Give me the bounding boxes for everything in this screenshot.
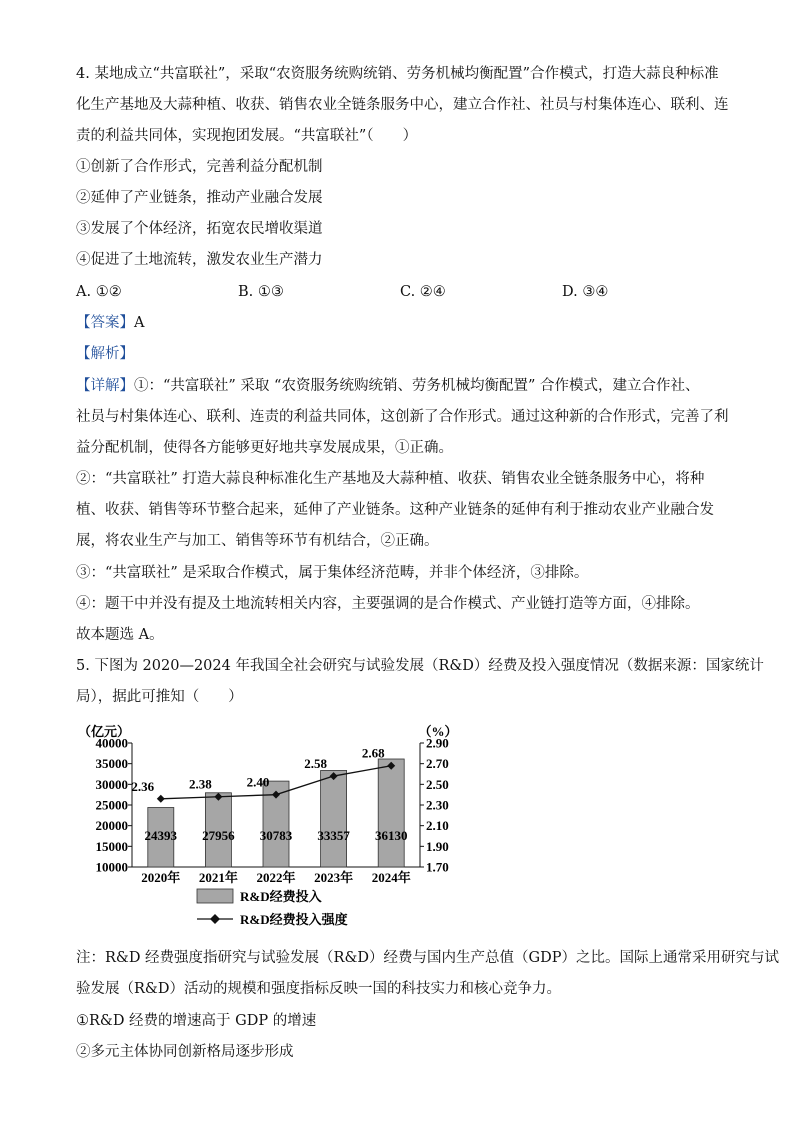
q4-answer xyxy=(76,313,144,333)
q4-explanation-line-6: 展，将农业生产与加工、销售等环节有机结合，②正确。 xyxy=(76,533,439,549)
left-tick-label: 25000 xyxy=(95,797,128,813)
answer-value: A xyxy=(134,315,145,331)
bar-series xyxy=(145,759,408,867)
legend-bar-label: R&D经费投入 xyxy=(240,889,322,904)
q5-statement-1: ①R&D 经费的增速高于 GDP 的增速 xyxy=(76,1013,317,1029)
q4-statement-3: ③发展了个体经济，拓宽农民增收渠道 xyxy=(76,221,323,237)
q4-explanation-line-3: 益分配机制，使得各方能够更好地共享发展成果，①正确。 xyxy=(76,440,453,456)
legend-bar-swatch xyxy=(197,889,233,903)
q4-explanation-line-2: 社员与村集体连心、联利、连责的利益共同体，这创新了合作形式。通过这种新的合作形式，完善了利 xyxy=(76,409,729,425)
q4-statement-1: ①创新了合作形式，完善利益分配机制 xyxy=(76,159,323,175)
explanation-text: ①：“共富联社” 采取 “农资服务统购统销、劳务机械均衡配置” 合作模式，建立合作社、 xyxy=(134,378,700,394)
x-axis-ticks xyxy=(141,870,410,885)
q4-option-c: C. ②④ xyxy=(400,284,446,300)
q4-explanation-line-5: 植、收获、销售等环节整合起来，延伸了产业链条。这种产业链条的延伸有利于推动农业产业融合发 xyxy=(76,502,714,518)
q4-stem-line-3: 责的利益共同体，实现抱团发展。“共富联社”（ ） xyxy=(76,128,418,144)
q5-stem-line-2: 局），据此可推知（ ） xyxy=(76,689,243,705)
left-tick-label: 15000 xyxy=(95,838,128,854)
right-tick-label: 2.10 xyxy=(426,818,449,834)
q4-explanation-line-7: ③：“共富联社” 是采取合作模式，属于集体经济范畴，并非个体经济，③排除。 xyxy=(76,565,589,581)
q5-statement-2: ②多元主体协同创新格局逐步形成 xyxy=(76,1044,294,1060)
bar-value-label: 36130 xyxy=(374,828,408,843)
x-tick-label: 2023年 xyxy=(314,870,354,885)
q4-stem-line-1: 4. 某地成立“共富联社”，采取“农资服务统购统销、劳务机械均衡配置”合作模式，打造大蒜良种标准 xyxy=(76,66,719,82)
q4-analysis-tag xyxy=(76,344,134,364)
strength-value-label: 2.36 xyxy=(131,778,155,794)
q4-explanation-line-4: ②：“共富联社” 打造大蒜良种标准化生产基地及大蒜种植、收获、销售农业全链条服务中心，将种 xyxy=(76,471,705,487)
x-tick-label: 2021年 xyxy=(198,870,238,885)
answer-tag: 【答案】 xyxy=(76,315,134,331)
right-tick-label: 2.70 xyxy=(426,756,449,772)
q4-explanation-line-9: 故本题选 A。 xyxy=(76,627,164,643)
detail-tag: 【详解】 xyxy=(76,378,134,394)
x-tick-label: 2022年 xyxy=(256,870,296,885)
q4-option-d: D. ③④ xyxy=(562,284,609,300)
bar-2024年 xyxy=(378,759,404,867)
q5-note-line-1: 注：R&D 经费强度指研究与试验发展（R&D）经费与国内生产总值（GDP）之比。国际上通常采用研究与试 xyxy=(76,950,779,966)
x-tick-label: 2020年 xyxy=(141,870,181,885)
q4-statement-4: ④促进了土地流转，激发农业生产潜力 xyxy=(76,252,323,268)
right-tick-label: 1.70 xyxy=(426,859,449,875)
legend xyxy=(197,889,348,927)
bar-2023年 xyxy=(321,770,347,867)
q4-explanation-line-8: ④：题干中并没有提及土地流转相关内容，主要强调的是合作模式、产业链打造等方面，④排除。 xyxy=(76,596,700,612)
right-tick-label: 2.90 xyxy=(426,735,449,751)
bar-value-label: 33357 xyxy=(317,828,350,843)
q4-statement-2: ②延伸了产业链条，推动产业融合发展 xyxy=(76,190,323,206)
strength-value-label: 2.58 xyxy=(304,756,327,772)
left-tick-label: 35000 xyxy=(95,756,128,772)
q4-explanation-line-1 xyxy=(76,376,699,396)
right-tick-label: 2.30 xyxy=(426,797,449,813)
strength-value-label: 2.40 xyxy=(246,774,270,790)
right-axis-unit: （%） xyxy=(418,724,458,739)
x-tick-label: 2024年 xyxy=(371,870,411,885)
left-tick-label: 40000 xyxy=(95,735,128,751)
q5-stem-line-1: 5. 下图为 2020—2024 年我国全社会研究与试验发展（R&D）经费及投入强度情况（数据来源：国家统计 xyxy=(76,658,764,674)
strength-marker-2020年 xyxy=(157,795,165,803)
left-tick-label: 30000 xyxy=(95,776,128,792)
bar-value-label: 27956 xyxy=(202,828,235,843)
q4-option-b: B. ①③ xyxy=(238,284,284,300)
left-axis-ticks xyxy=(96,736,133,875)
bar-value-label: 30783 xyxy=(259,828,293,843)
right-axis-ticks xyxy=(420,736,449,875)
q4-stem-line-2: 化生产基地及大蒜种植、收获、销售农业全链条服务中心，建立合作社、社员与村集体连心、联利、连 xyxy=(76,97,729,113)
bar-value-label: 24393 xyxy=(144,828,178,843)
right-tick-label: 2.50 xyxy=(426,776,449,792)
analysis-tag: 【解析】 xyxy=(76,346,134,362)
strength-value-label: 2.68 xyxy=(361,745,385,761)
q4-option-a: A. ①② xyxy=(76,284,122,300)
legend-line-marker xyxy=(210,914,220,924)
legend-line-label: R&D经费投入强度 xyxy=(240,912,348,927)
left-tick-label: 10000 xyxy=(95,859,128,875)
strength-value-label: 2.38 xyxy=(189,776,212,792)
rd-chart xyxy=(70,716,470,930)
left-tick-label: 20000 xyxy=(95,818,128,834)
q5-note-line-2: 验发展（R&D）活动的规模和强度指标反映一国的科技实力和核心竞争力。 xyxy=(76,981,561,997)
left-axis-unit: （亿元） xyxy=(77,724,131,739)
right-tick-label: 1.90 xyxy=(426,838,449,854)
